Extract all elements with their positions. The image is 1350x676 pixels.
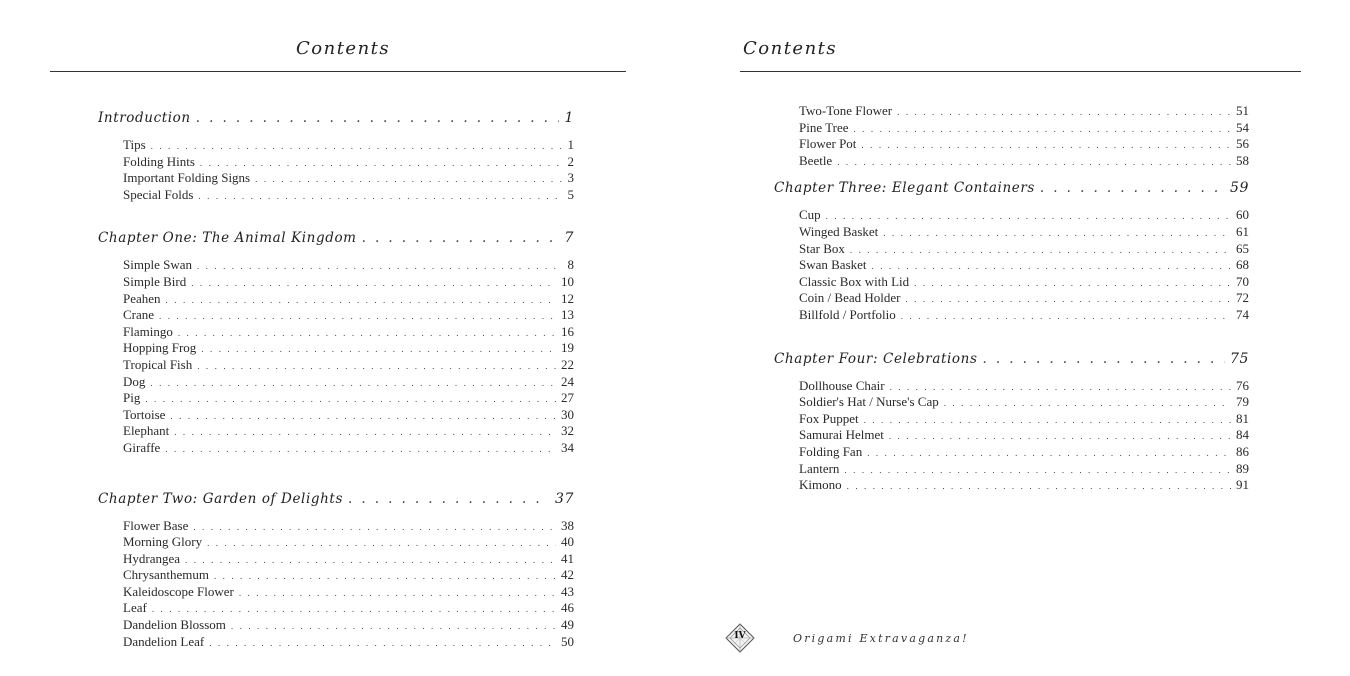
dot-leader (201, 341, 556, 357)
entry-title: Folding Fan (799, 443, 863, 459)
dot-leader (850, 242, 1231, 258)
section-spacer (98, 203, 574, 227)
entry-title: Kaleidoscope Flower (123, 583, 234, 599)
page-ref: 38 (561, 517, 574, 533)
toc-entry (98, 357, 574, 374)
entry-title: Dandelion Blossom (123, 617, 226, 633)
dot-leader (200, 155, 563, 171)
page-ref: 16 (561, 323, 574, 339)
page-ref: 42 (561, 567, 574, 583)
page-ref: 12 (561, 290, 574, 306)
toc-entry (774, 153, 1249, 170)
page-ref: 1 (567, 137, 574, 152)
page-ref: 56 (1236, 136, 1249, 152)
toc-entry (774, 103, 1249, 120)
entry-title: Lantern (799, 460, 840, 476)
entry-title: Tropical Fish (123, 356, 193, 372)
page-ref: 24 (561, 373, 574, 389)
entry-title: Crane (123, 307, 155, 323)
header-rule (50, 71, 626, 72)
page-footer (725, 623, 969, 653)
page-ref: 60 (1236, 207, 1249, 223)
entry-title: Simple Bird (123, 273, 187, 289)
table-of-contents (774, 103, 1249, 494)
page-ref: 13 (561, 307, 574, 323)
page-ref: 32 (561, 423, 574, 439)
chapter-title: Chapter Two: Garden of Delights (98, 490, 343, 507)
toc-entry (98, 423, 574, 440)
entry-title: Samurai Helmet (799, 427, 884, 443)
entry-title: Dog (123, 373, 146, 389)
entry-title: Winged Basket (799, 223, 879, 239)
toc-entry (774, 461, 1249, 478)
section-spacer (98, 249, 574, 257)
dot-leader (159, 308, 556, 324)
page-ref: 40 (561, 534, 574, 550)
page-ref: 86 (1236, 443, 1249, 459)
dot-leader (197, 258, 563, 274)
page-ref: 37 (554, 490, 574, 507)
dot-leader (255, 171, 562, 187)
section-spacer (774, 324, 1249, 348)
entry-title: Special Folds (123, 186, 194, 202)
section-spacer (774, 370, 1249, 378)
chapter-title: Introduction (98, 110, 191, 126)
toc-entry (774, 207, 1249, 224)
section-spacer (98, 457, 574, 488)
dot-leader (914, 275, 1231, 291)
chapter-heading (774, 177, 1249, 199)
section-spacer (774, 169, 1249, 177)
dot-leader (197, 358, 556, 374)
header-rule (740, 71, 1301, 72)
entry-title: Fox Puppet (799, 410, 859, 426)
dot-leader (193, 519, 556, 535)
page-ref: 41 (561, 550, 574, 566)
dot-leader (853, 121, 1231, 137)
dot-leader (826, 208, 1231, 224)
entry-title: Flower Base (123, 517, 189, 533)
book-title: Origami Extravaganza! (793, 631, 969, 645)
page-number-badge (725, 623, 755, 653)
entry-title: Flamingo (123, 323, 173, 339)
page-ref: 30 (561, 406, 574, 422)
toc-entry (98, 187, 574, 204)
dot-leader (883, 225, 1231, 241)
chapter-heading (98, 107, 574, 129)
section-spacer (98, 129, 574, 137)
dot-leader (185, 552, 556, 568)
entry-title: Leaf (123, 600, 147, 616)
entry-title: Pig (123, 390, 141, 406)
toc-entry (774, 378, 1249, 395)
dot-leader (847, 478, 1231, 494)
dot-leader (861, 137, 1231, 153)
dot-leader (867, 445, 1231, 461)
dot-leader (239, 585, 556, 601)
right-page (675, 0, 1350, 676)
page-ref: 65 (1236, 240, 1249, 256)
toc-entry (98, 600, 574, 617)
dot-leader (214, 568, 556, 584)
page-ref: 76 (1236, 377, 1249, 393)
toc-entry (774, 411, 1249, 428)
entry-title: Chrysanthemum (123, 567, 209, 583)
dot-leader (166, 292, 556, 308)
entry-title: Dollhouse Chair (799, 377, 885, 393)
page-ref: 79 (1236, 394, 1249, 410)
dot-leader (231, 618, 556, 634)
toc-entry (98, 634, 574, 651)
toc-entry (774, 394, 1249, 411)
page-ref: 58 (1236, 152, 1249, 168)
entry-title: Tips (123, 137, 146, 152)
toc-entry (774, 136, 1249, 153)
dot-leader (905, 291, 1231, 307)
entry-title: Classic Box with Lid (799, 273, 910, 289)
toc-entry (98, 154, 574, 171)
dot-leader (982, 348, 1225, 370)
section-spacer (98, 510, 574, 518)
entry-title: Two-Tone Flower (799, 103, 893, 118)
chapter-heading (98, 227, 574, 249)
chapter-heading (98, 488, 574, 510)
toc-entry (98, 390, 574, 407)
toc-entry (98, 257, 574, 274)
page-ref: 81 (1236, 410, 1249, 426)
page-ref: 91 (1236, 477, 1249, 493)
table-of-contents (98, 107, 574, 650)
page-title: Contents (743, 38, 838, 59)
toc-entry (98, 291, 574, 308)
toc-entry (774, 274, 1249, 291)
toc-entry (98, 307, 574, 324)
toc-entry (98, 170, 574, 187)
chapter-title: Chapter One: The Animal Kingdom (98, 230, 357, 247)
page-ref: 59 (1229, 180, 1249, 197)
entry-title: Beetle (799, 152, 833, 168)
page-ref: 50 (561, 633, 574, 649)
entry-title: Simple Swan (123, 257, 192, 273)
page-ref: 2 (567, 153, 574, 169)
toc-entry (98, 407, 574, 424)
dot-leader (152, 601, 556, 617)
entry-title: Peahen (123, 290, 161, 306)
page-ref: 84 (1236, 427, 1249, 443)
dot-leader (150, 375, 556, 391)
page-ref: 46 (561, 600, 574, 616)
page-ref: 1 (564, 110, 574, 126)
dot-leader (151, 138, 563, 154)
entry-title: Hydrangea (123, 550, 181, 566)
dot-leader (209, 635, 556, 651)
dot-leader (170, 408, 556, 424)
dot-leader (165, 441, 556, 457)
page-ref: 72 (1236, 290, 1249, 306)
toc-entry (774, 241, 1249, 258)
toc-entry (774, 120, 1249, 137)
dot-leader (348, 488, 550, 510)
dot-leader (196, 107, 560, 129)
entry-title: Elephant (123, 423, 170, 439)
entry-title: Cup (799, 207, 821, 223)
entry-title: Hopping Frog (123, 340, 197, 356)
page-title: Contents (296, 38, 391, 59)
toc-entry (98, 617, 574, 634)
toc-entry (774, 307, 1249, 324)
dot-leader (864, 412, 1231, 428)
page-ref: 8 (567, 257, 574, 273)
toc-entry (98, 274, 574, 291)
dot-leader (944, 395, 1231, 411)
dot-leader (901, 308, 1231, 324)
page-ref: 22 (561, 356, 574, 372)
entry-title: Coin / Bead Holder (799, 290, 901, 306)
toc-entry (98, 551, 574, 568)
chapter-title: Chapter Three: Elegant Containers (774, 180, 1035, 197)
toc-entry (98, 324, 574, 341)
entry-title: Folding Hints (123, 153, 195, 169)
page-ref: 70 (1236, 273, 1249, 289)
dot-leader (897, 104, 1231, 120)
entry-title: Swan Basket (799, 257, 867, 273)
page-ref: 89 (1236, 460, 1249, 476)
page-ref: 34 (561, 439, 574, 455)
page-ref: 10 (561, 273, 574, 289)
toc-entry (98, 440, 574, 457)
dot-leader (174, 424, 556, 440)
dot-leader (1040, 177, 1225, 199)
toc-entry (98, 374, 574, 391)
chapter-heading (774, 348, 1249, 370)
dot-leader (890, 379, 1231, 395)
dot-leader (207, 535, 556, 551)
toc-entry (774, 224, 1249, 241)
toc-entry (98, 567, 574, 584)
entry-title: Kimono (799, 477, 842, 493)
entry-title: Morning Glory (123, 534, 203, 550)
section-spacer (774, 199, 1249, 207)
page-ref: 49 (561, 617, 574, 633)
page-ref: 19 (561, 340, 574, 356)
toc-entry (98, 584, 574, 601)
entry-title: Tortoise (123, 406, 166, 422)
dot-leader (362, 227, 560, 249)
entry-title: Billfold / Portfolio (799, 306, 896, 322)
chapter-title: Chapter Four: Celebrations (774, 350, 978, 367)
dot-leader (889, 428, 1231, 444)
dot-leader (837, 154, 1231, 170)
toc-entry (98, 518, 574, 535)
dot-leader (872, 258, 1231, 274)
page-ref: 51 (1236, 103, 1249, 118)
page-ref: 27 (561, 390, 574, 406)
page-number: IV (734, 631, 746, 641)
entry-title: Giraffe (123, 439, 161, 455)
entry-title: Pine Tree (799, 119, 849, 135)
toc-entry (774, 427, 1249, 444)
dot-leader (191, 275, 556, 291)
toc-entry (98, 137, 574, 154)
toc-entry (774, 444, 1249, 461)
entry-title: Flower Pot (799, 136, 857, 152)
toc-entry (98, 534, 574, 551)
page-ref: 61 (1236, 223, 1249, 239)
page-ref: 74 (1236, 306, 1249, 322)
page-ref: 5 (567, 186, 574, 202)
toc-entry (98, 340, 574, 357)
toc-entry (774, 477, 1249, 494)
entry-title: Star Box (799, 240, 845, 256)
page-ref: 7 (564, 230, 574, 247)
dot-leader (844, 462, 1231, 478)
page-ref: 75 (1229, 350, 1249, 367)
toc-entry (774, 257, 1249, 274)
page-ref: 3 (567, 170, 574, 186)
dot-leader (145, 391, 556, 407)
toc-entry (774, 290, 1249, 307)
dot-leader (178, 325, 556, 341)
page-ref: 54 (1236, 119, 1249, 135)
entry-title: Soldier's Hat / Nurse's Cap (799, 394, 939, 410)
dot-leader (198, 188, 562, 204)
entry-title: Dandelion Leaf (123, 633, 205, 649)
entry-title: Important Folding Signs (123, 170, 251, 186)
page-ref: 43 (561, 583, 574, 599)
page-ref: 68 (1236, 257, 1249, 273)
